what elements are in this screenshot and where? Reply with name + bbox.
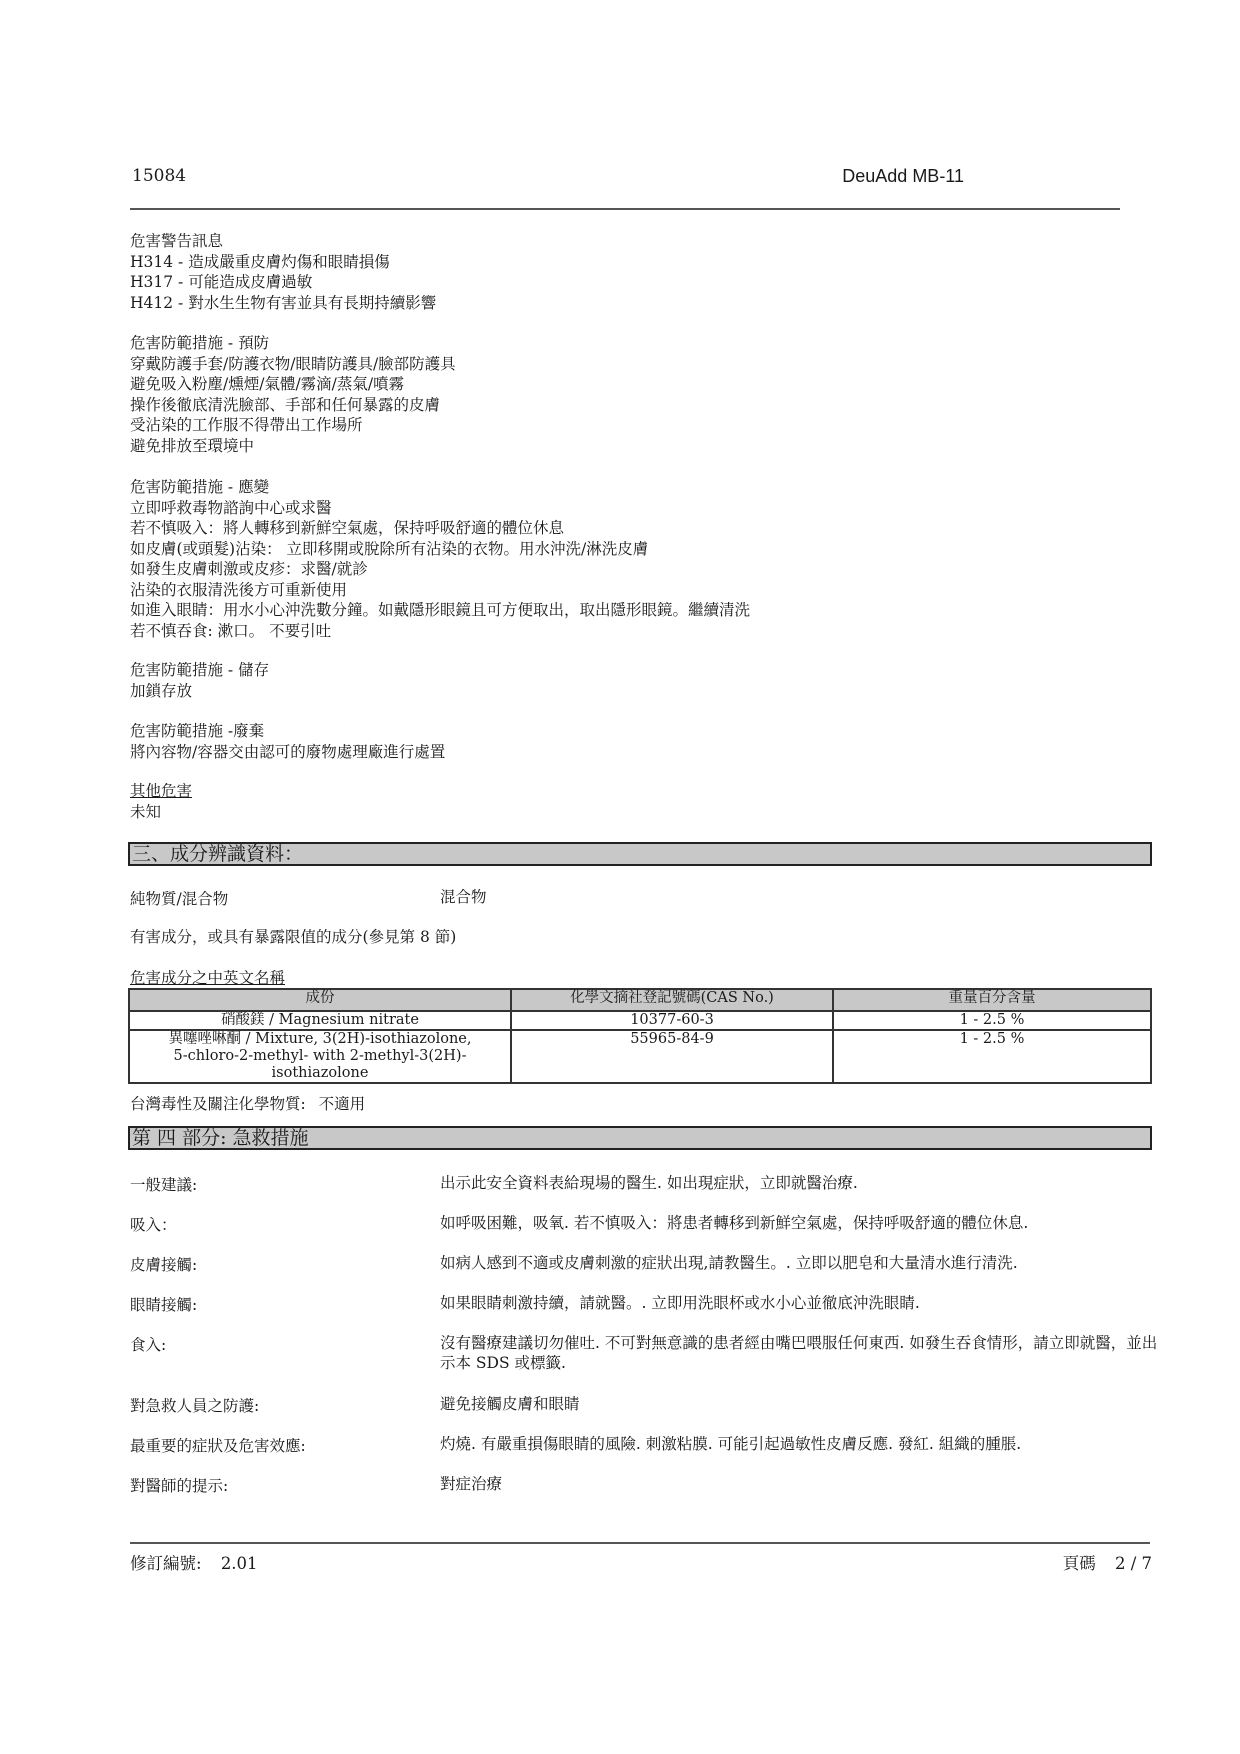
response-item: 若不慎吸入：將人轉移到新鮮空氣處，保持呼吸舒適的體位休息 — [130, 519, 565, 537]
first-aid-value: 對症治療 — [440, 1475, 503, 1493]
ingredient-name-line: 硝酸鎂 / Magnesium nitrate — [221, 1012, 419, 1028]
ingredient-name — [129, 1030, 511, 1083]
ingredients-table-caption: 危害成分之中英文名稱 — [130, 969, 286, 987]
storage-title: 危害防範措施 - 儲存 — [130, 661, 270, 679]
revision-value: 2.01 — [220, 1554, 258, 1573]
footer-divider — [130, 1542, 1150, 1544]
first-aid-value: 灼燒. 有嚴重損傷眼睛的風險. 刺激粘膜. 可能引起過敏性皮膚反應. 發紅. 組織的腫脹. — [440, 1435, 1022, 1453]
first-aid-label: 對醫師的提示: — [130, 1477, 229, 1495]
prevention-item: 避免吸入粉塵/燻煙/氣體/霧滴/蒸氣/噴霧 — [130, 375, 405, 393]
precaution-response — [130, 477, 750, 641]
response-item: 沾染的衣服清洗後方可重新使用 — [130, 580, 348, 599]
first-aid-value: 出示此安全資料表給現場的醫生. 如出現症狀，立即就醫治療. — [440, 1174, 858, 1192]
prevention-item: 穿戴防護手套/防護衣物/眼睛防護具/臉部防護具 — [130, 354, 456, 373]
taiwan-toxic-chemicals-label — [130, 1092, 365, 1114]
precaution-disposal — [130, 721, 445, 762]
ingredient-name-line: 5-chloro-2-methyl- with 2-methyl-3(2H)-isothiazolone — [173, 1048, 467, 1081]
ingredient-name-line: 異噻唑啉酮 / Mixture, 3(2H)-isothiazolone, — [168, 1031, 472, 1047]
response-item: 如發生皮膚刺激或皮疹：求醫/就診 — [130, 560, 368, 578]
first-aid-value: 如病人感到不適或皮膚刺激的症狀出現,請教醫生。. 立即以肥皂和大量清水進行清洗. — [440, 1254, 1018, 1272]
hazard-statements-title: 危害警告訊息 — [130, 232, 224, 250]
prevention-title: 危害防範措施 - 預防 — [130, 334, 270, 352]
first-aid-label: 食入: — [130, 1336, 167, 1354]
response-item: 若不慎吞食: 漱口。 不要引吐 — [130, 621, 332, 640]
hazardous-ingredients-note: 有害成分，或具有暴露限值的成分(參見第 8 節) — [130, 928, 457, 946]
storage-item: 加鎖存放 — [130, 681, 193, 700]
column-header-cas: 化學文摘社登記號碼(CAS No.) — [511, 989, 833, 1011]
prevention-item: 避免排放至環境中 — [130, 436, 255, 455]
other-hazards-title: 其他危害 — [130, 782, 193, 800]
hazard-statement: H314 - 造成嚴重皮膚灼傷和眼睛損傷 — [130, 252, 390, 271]
ingredient-percent: 1 - 2.5 % — [833, 1011, 1151, 1030]
column-header-weight-percent: 重量百分含量 — [833, 989, 1151, 1011]
disposal-title: 危害防範措施 -廢棄 — [130, 722, 265, 740]
first-aid-value: 如果眼睛刺激持續，請就醫。. 立即用洗眼杯或水小心並徹底沖洗眼睛. — [440, 1294, 920, 1312]
hazard-statement: H412 - 對水生生物有害並具有長期持續影響 — [130, 293, 437, 312]
page-label: 頁碼 — [1062, 1554, 1096, 1573]
response-title: 危害防範措施 - 應變 — [130, 478, 270, 496]
column-header-ingredient: 成份 — [129, 989, 511, 1011]
substance-type-value: 混合物 — [440, 888, 487, 906]
taiwan-toxic-chemicals-label-text: 台灣毒性及關注化學物質: — [130, 1095, 306, 1113]
ingredient-cas: 10377-60-3 — [511, 1011, 833, 1030]
precaution-storage — [130, 660, 269, 701]
disposal-item: 將內容物/容器交由認可的廢物處理廠進行處置 — [130, 742, 446, 761]
revision-label: 修訂編號: — [130, 1554, 202, 1573]
substance-type-label: 純物質/混合物 — [130, 890, 229, 908]
precaution-prevention — [130, 333, 456, 456]
table-row — [129, 1011, 1151, 1030]
first-aid-label: 最重要的症狀及危害效應: — [130, 1437, 306, 1455]
prevention-item: 操作後徹底清洗臉部、手部和任何暴露的皮膚 — [130, 395, 441, 414]
taiwan-toxic-chemicals-value: 不適用 — [318, 1095, 366, 1113]
first-aid-label: 眼睛接觸: — [130, 1296, 198, 1314]
ingredient-percent: 1 - 2.5 % — [833, 1030, 1151, 1083]
response-item: 立即呼救毒物諮詢中心或求醫 — [130, 498, 332, 517]
first-aid-label: 對急救人員之防護: — [130, 1397, 260, 1415]
other-hazards-value: 未知 — [130, 802, 162, 821]
hazard-statements — [130, 231, 436, 313]
section-4-header — [128, 1126, 1152, 1150]
section-4-title: 第 四 部分: 急救措施 — [132, 1127, 309, 1149]
table-header-row — [129, 989, 1151, 1011]
response-item: 如皮膚(或頭髮)沾染： 立即移開或脫除所有沾染的衣物。用水沖洗/淋洗皮膚 — [130, 539, 649, 558]
page-number — [1063, 1550, 1152, 1574]
response-item: 如進入眼睛：用水小心沖洗數分鐘。如戴隱形眼鏡且可方便取出，取出隱形眼鏡。繼續清洗 — [130, 601, 751, 619]
ingredients-table — [128, 988, 1152, 1084]
header-divider — [130, 208, 1120, 210]
table-row — [129, 1030, 1151, 1083]
first-aid-label: 吸入： — [130, 1216, 177, 1234]
prevention-item: 受沾染的工作服不得帶出工作場所 — [130, 416, 363, 434]
section-3-title: 三、成分辨識資料： — [132, 843, 304, 865]
first-aid-label: 皮膚接觸: — [130, 1256, 198, 1274]
page-value: 2 / 7 — [1114, 1554, 1152, 1573]
hazard-statement: H317 - 可能造成皮膚過敏 — [130, 273, 313, 291]
first-aid-value: 沒有醫療建議切勿催吐. 不可對無意識的患者經由嘴巴喂服任何東西. 如發生吞食情形，請立即就醫，並出示本 SDS 或標籤. — [440, 1334, 1158, 1372]
document-number: 15084 — [132, 166, 187, 186]
other-hazards — [130, 781, 192, 822]
first-aid-value: 如呼吸困難，吸氧. 若不慎吸入：將患者轉移到新鮮空氣處，保持呼吸舒適的體位休息. — [440, 1214, 1029, 1232]
first-aid-label: 一般建議: — [130, 1176, 198, 1194]
ingredient-name — [129, 1011, 511, 1030]
section-3-header — [128, 842, 1152, 866]
revision-number — [130, 1550, 258, 1574]
ingredient-cas: 55965-84-9 — [511, 1030, 833, 1083]
product-name: DeuAdd MB-11 — [842, 166, 964, 186]
first-aid-value: 避免接觸皮膚和眼睛 — [440, 1395, 580, 1413]
